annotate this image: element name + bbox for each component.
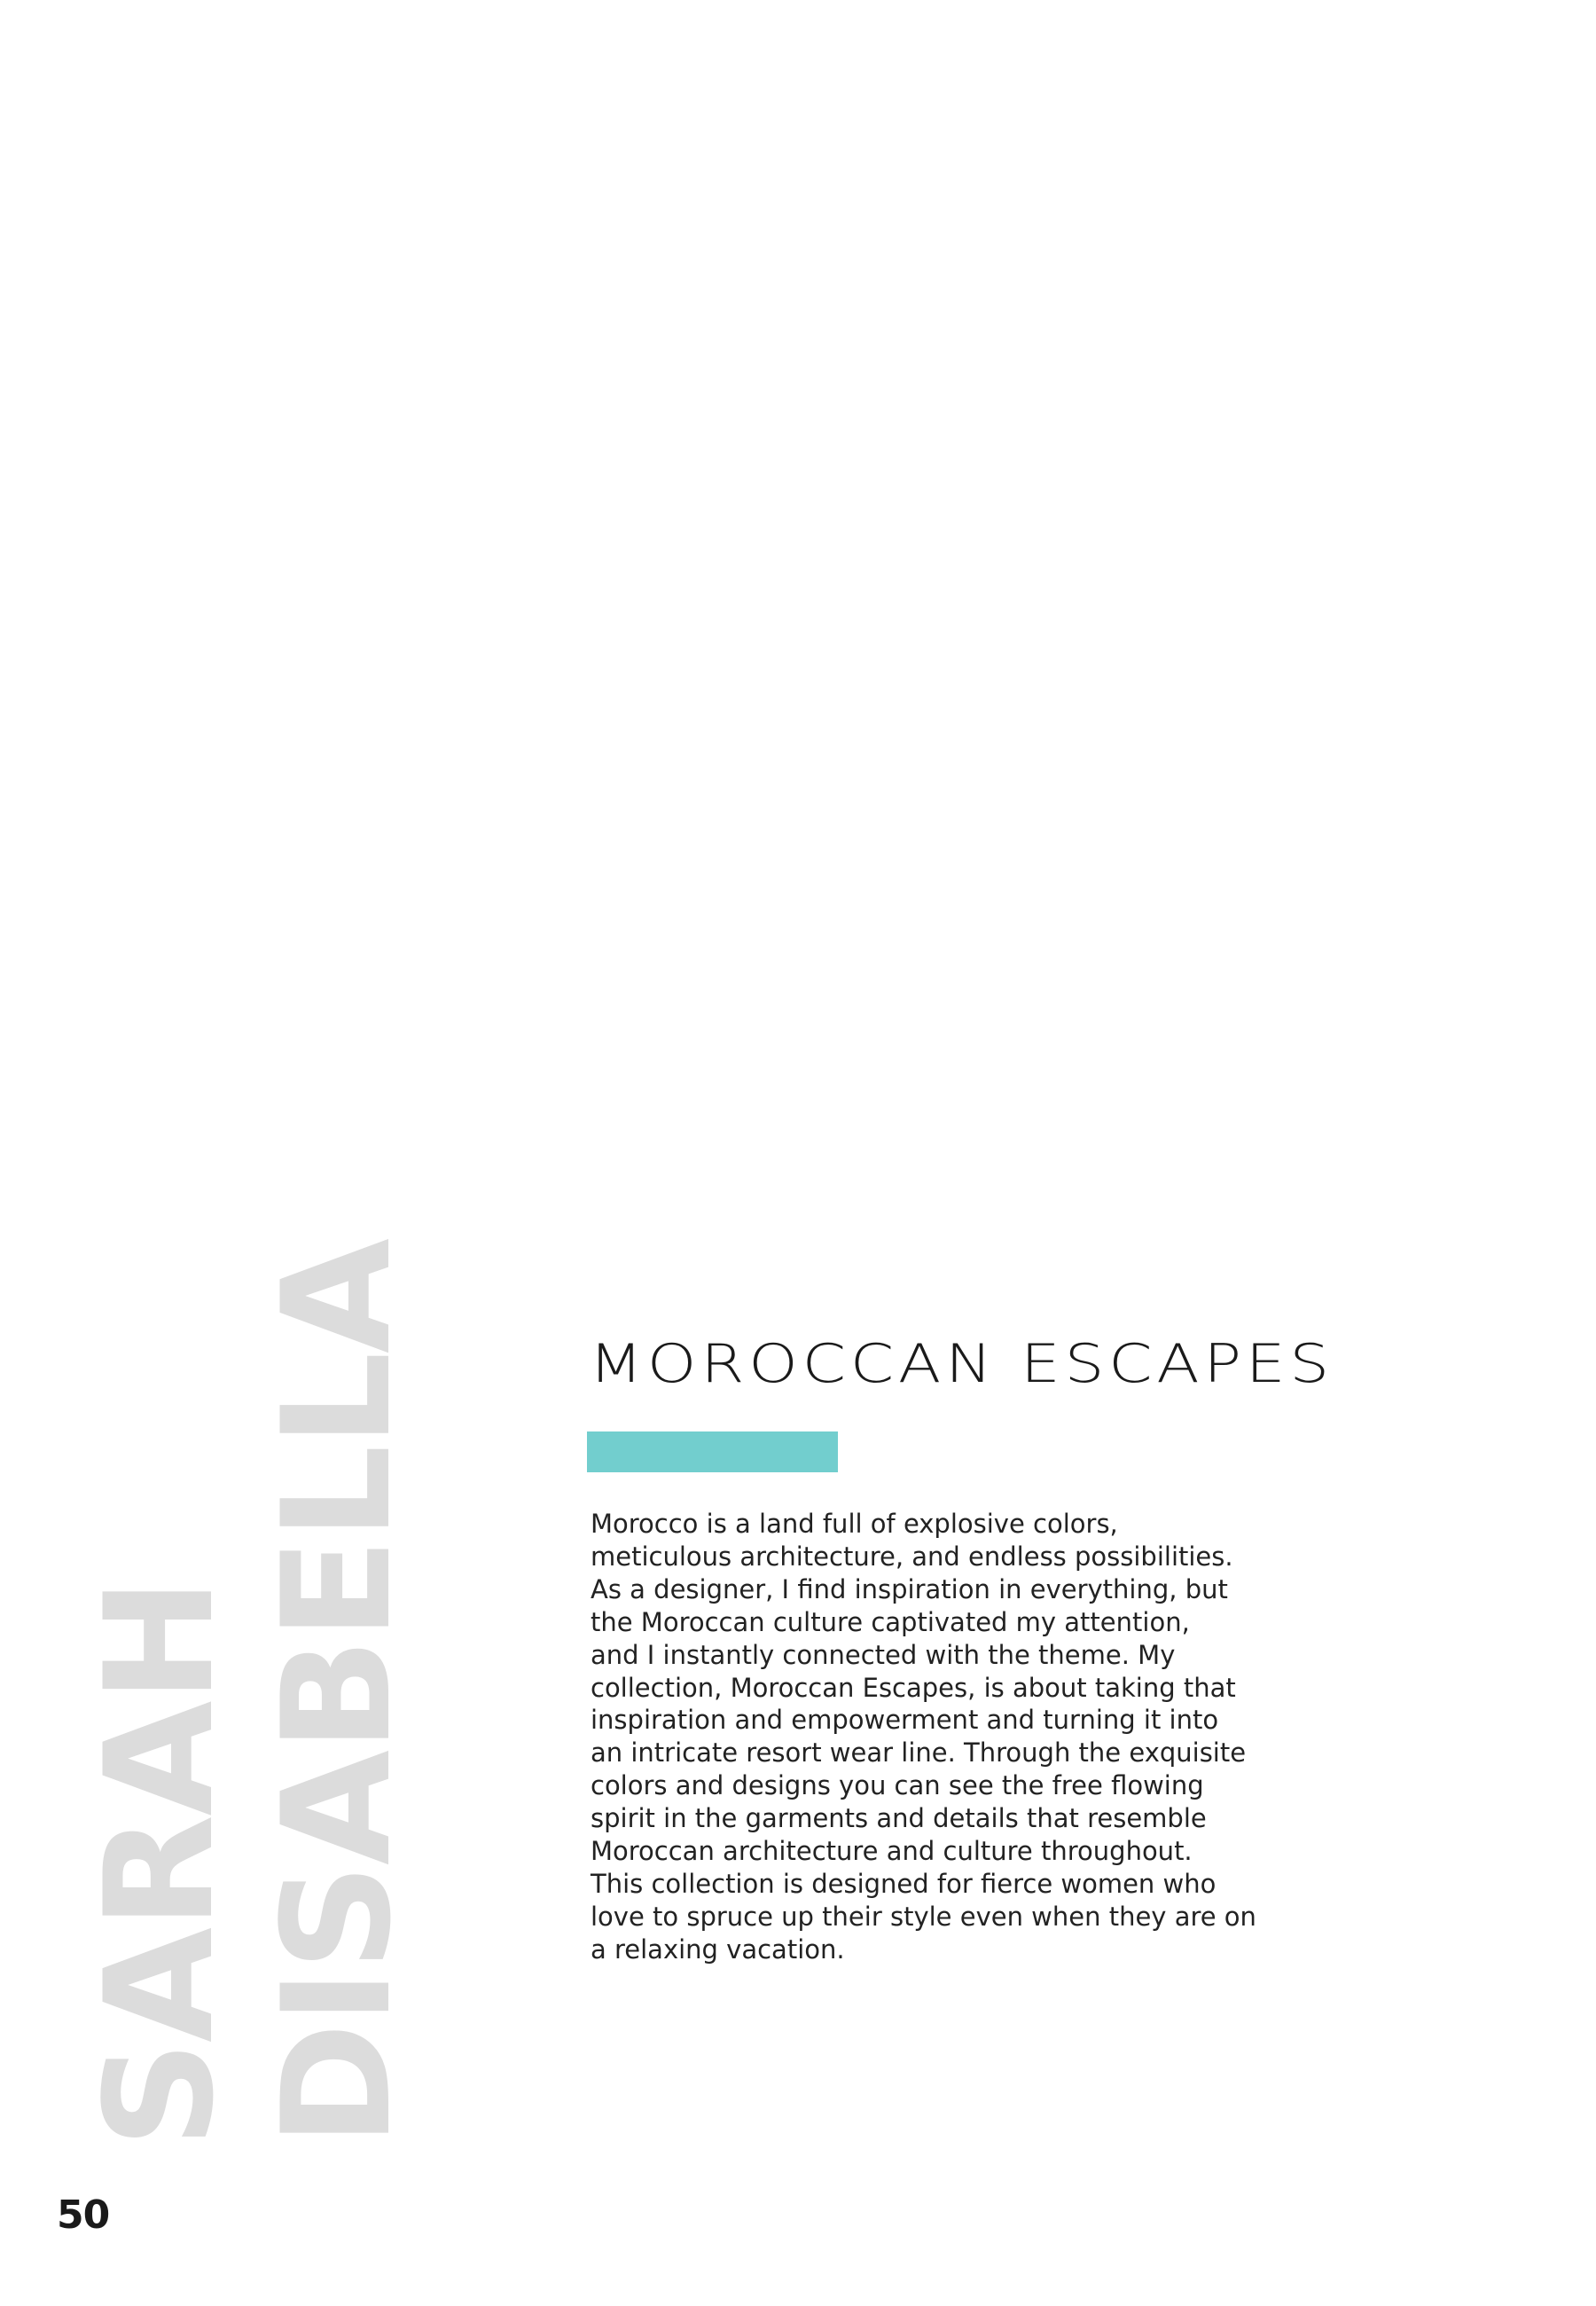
accent-bar (587, 1431, 838, 1472)
body-line: inspiration and empowerment and turning it into (591, 1705, 1219, 1736)
body-line: a relaxing vacation. (591, 1933, 845, 1965)
body-line: the Moroccan culture captivated my attention, (591, 1606, 1190, 1637)
body-line: Moroccan architecture and culture throughout. (591, 1836, 1193, 1867)
article-title: MOROCCAN ESCAPES (589, 1333, 1334, 1395)
designer-first-name: SARAH (73, 1580, 246, 2148)
body-line: collection, Moroccan Escapes, is about taking that (591, 1672, 1236, 1703)
page-number: 50 (57, 2192, 110, 2238)
body-line: meticulous architecture, and endless possibilities. (591, 1541, 1233, 1572)
designer-last-name: DISABELLA (250, 1240, 424, 2146)
body-line: colors and designs you can see the free flowing (591, 1770, 1204, 1801)
body-line: love to spruce up their style even when they are on (591, 1901, 1256, 1932)
body-line: As a designer, I find inspiration in everything, but (591, 1573, 1228, 1604)
body-line: This collection is designed for fierce women who (591, 1868, 1217, 1899)
body-line: an intricate resort wear line. Through the exquisite (591, 1737, 1247, 1769)
body-line: Morocco is a land full of explosive colors, (591, 1509, 1118, 1539)
article-body (591, 1508, 1300, 1966)
body-line: spirit in the garments and details that resemble (591, 1803, 1207, 1834)
body-line: and I instantly connected with the theme. My (591, 1639, 1176, 1670)
